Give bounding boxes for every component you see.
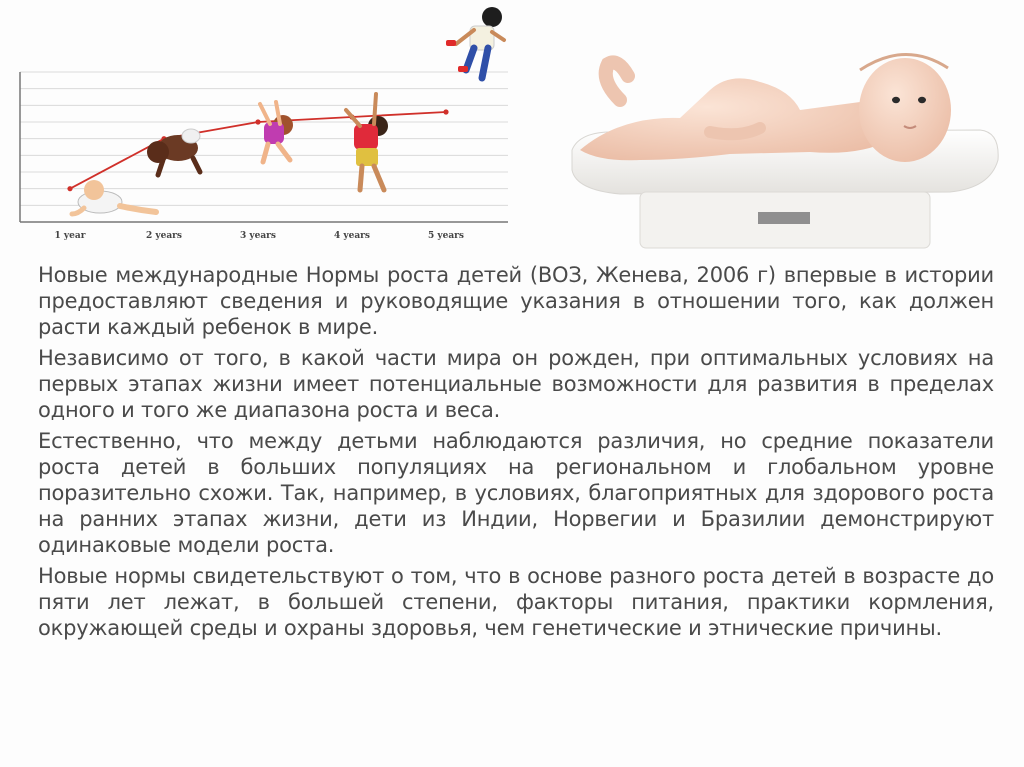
x-tick-label: 1 year	[54, 231, 86, 241]
x-tick-label: 5 years	[428, 231, 464, 241]
paragraph-2: Независимо от того, в какой части мира он рожден, при оптимальных условиях на первых этапах жизни имеет потенциальные возможности для развития в пределах одного и того же диапазона роста и веса.	[38, 346, 994, 422]
baby-on-scale-icon	[560, 20, 1010, 252]
x-tick-label: 4 years	[334, 231, 370, 241]
reaching-child-icon	[346, 94, 388, 190]
growth-point	[443, 109, 448, 114]
x-tick-labels	[55, 231, 464, 241]
paragraph-3: Естественно, что между детьми наблюдаются различия, но средние показатели роста детей в больших популяциях на региональном и глобальном уровне поразительно схожи. Так, например, в условиях, благоприятных для здорового роста на ранних этапах жизни, дети из Индии, Норвегии и Бразилии демонстрируют одинаковые модели роста.	[38, 429, 994, 557]
body-text	[38, 262, 994, 646]
crawling-baby-icon	[72, 180, 156, 214]
running-child-icon	[446, 7, 504, 78]
x-tick-label: 2 years	[146, 231, 182, 241]
paragraph-4: Новые нормы свидетельствуют о том, что в основе разного роста детей в возрасте до пяти лет лежат, в большей степени, факторы питания, практики кормления, окружающей среды и охраны здоровья, чем генетические и этнические причины.	[38, 564, 994, 640]
growth-chart	[8, 0, 528, 248]
crawling-toddler-icon	[147, 129, 200, 175]
growth-point	[255, 119, 260, 124]
x-tick-label: 3 years	[240, 231, 276, 241]
standing-toddler-icon	[260, 102, 293, 162]
growth-point	[67, 186, 72, 191]
paragraph-1: Новые международные Нормы роста детей (ВОЗ, Женева, 2006 г) впервые в истории предоставляют сведения и руководящие указания в отношении того, как должен расти каждый ребенок в мире.	[38, 263, 994, 339]
